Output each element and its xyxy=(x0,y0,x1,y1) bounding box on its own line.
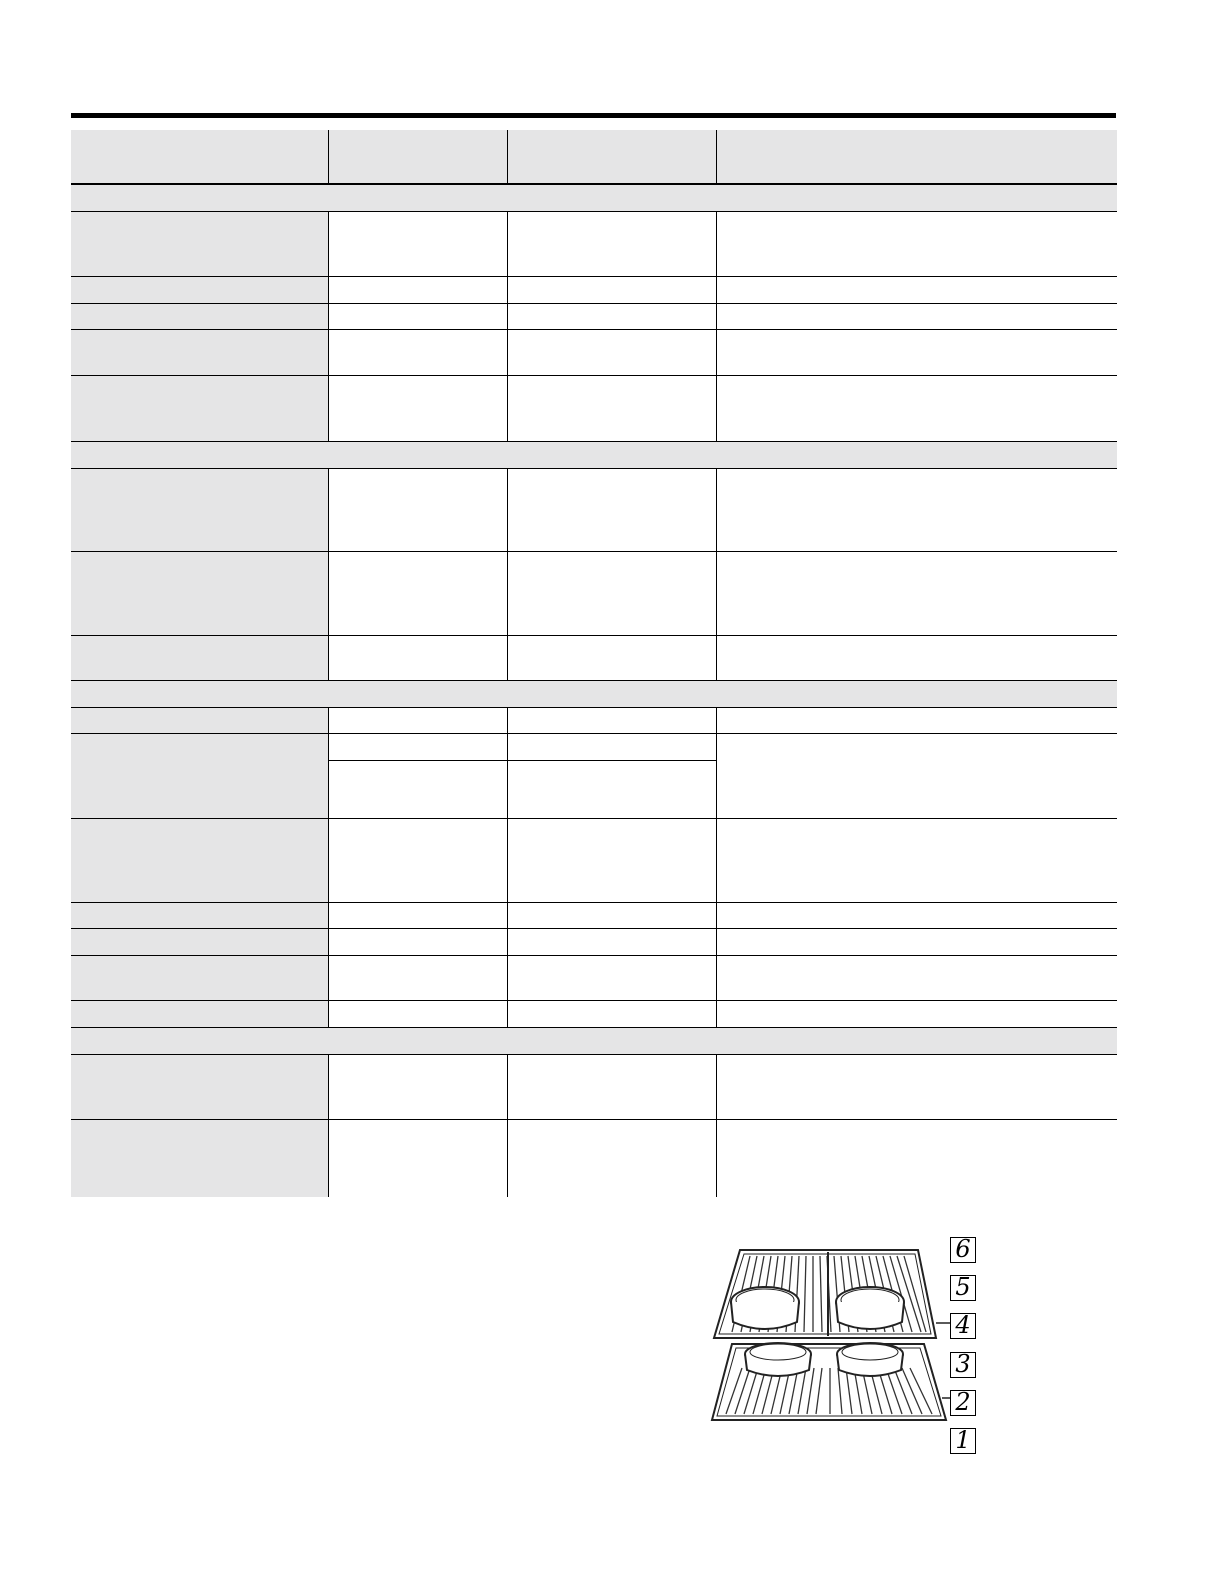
cooking-guide-table xyxy=(71,130,1117,1197)
section-band-2 xyxy=(71,441,1117,468)
row-label-column xyxy=(71,707,328,1027)
oven-rack-illustration xyxy=(710,1240,950,1440)
rack-position-3: 3 xyxy=(950,1352,976,1378)
section-band-3 xyxy=(71,680,1117,707)
page-top-rule xyxy=(71,113,1116,118)
section-band-1 xyxy=(71,184,1117,211)
row-label-column xyxy=(71,468,328,680)
rack-position-2: 2 xyxy=(950,1390,976,1416)
rack-position-6: 6 xyxy=(950,1237,976,1263)
row-label-column xyxy=(71,1054,328,1197)
table-header xyxy=(71,130,1117,184)
rack-position-4: 4 xyxy=(950,1313,976,1339)
rack-position-5: 5 xyxy=(950,1275,976,1301)
rack-position-1: 1 xyxy=(950,1428,976,1454)
section-band-4 xyxy=(71,1027,1117,1054)
row-label-column xyxy=(71,211,328,441)
